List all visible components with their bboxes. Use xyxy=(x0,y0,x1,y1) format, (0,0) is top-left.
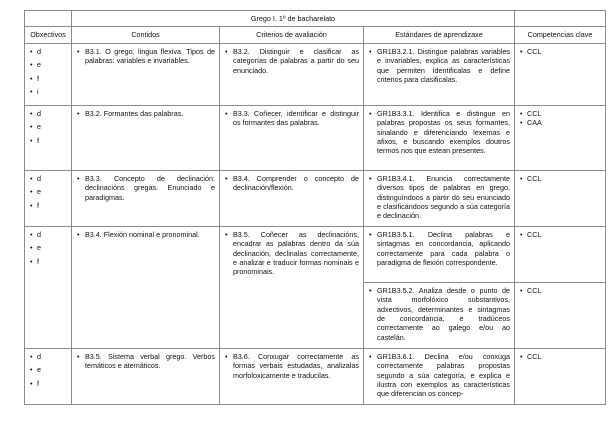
criterion-text: • B3.2. Distinguir e clasificar as categorías de palabras a partir do seu enunciado. xyxy=(224,47,359,75)
objective-item: • e xyxy=(29,187,67,196)
competence-item: • CCL xyxy=(519,109,601,118)
criterion-cell xyxy=(220,43,364,105)
competence-item: • CCL xyxy=(519,174,601,183)
objective-item: • d xyxy=(29,109,67,118)
standard-cell xyxy=(364,105,515,170)
standard-text: • GR1B3.3.1. Identifica e distingue en palabras propostas os seus formantes, sinalando e diferenciando lexemas e afixos, e buscando exemplos doutros termos nos que estean presentes. xyxy=(368,109,510,156)
criterion-text: • B3.5. Coñecer as declinacións, encadrar as palabras dentro da súa declinación, declinalas correctamente, e analizar e traducir formas nominais e pronominais. xyxy=(224,230,359,277)
objective-item: • f xyxy=(29,74,67,83)
standard-cell xyxy=(364,348,515,404)
header-criteria: Criterios de avaliación xyxy=(220,27,364,43)
title-row xyxy=(25,11,606,27)
empty-corner-cell xyxy=(25,11,72,27)
table-row xyxy=(25,170,606,226)
standard-cell xyxy=(364,226,515,282)
content-text: • B3.5. Sistema verbal grego. Verbos temáticos e atemáticos. xyxy=(76,352,215,371)
objective-item: • e xyxy=(29,60,67,69)
competence-item: • CAA xyxy=(519,118,601,127)
competence-item: • CCL xyxy=(519,47,601,56)
criterion-cell xyxy=(220,170,364,226)
header-competences: Competencias clave xyxy=(515,27,606,43)
competences-cell xyxy=(515,105,606,170)
criterion-cell xyxy=(220,226,364,348)
objectives-cell xyxy=(25,348,72,404)
criterion-cell xyxy=(220,105,364,170)
standard-text: • GR1B3.6.1. Declina e/ou conxuga correctamente palabras propostas segundo a súa categoría, e explica e ilustra con exemplos as características que diferencian os concep- xyxy=(368,352,510,399)
objective-item: • d xyxy=(29,174,67,183)
objective-item: • f xyxy=(29,201,67,210)
competences-cell xyxy=(515,282,606,348)
criterion-text: • B3.6. Conxugar correctamente as formas verbais estudadas, analizalas morfoloxicamente e traducilas. xyxy=(224,352,359,380)
competence-item: • CCL xyxy=(519,286,601,295)
objectives-cell xyxy=(25,170,72,226)
standard-cell xyxy=(364,282,515,348)
curriculum-table xyxy=(24,10,606,405)
content-text: • B3.4. Flexión nominal e pronominal. xyxy=(76,230,215,239)
competences-cell xyxy=(515,170,606,226)
objectives-cell xyxy=(25,105,72,170)
objectives-cell xyxy=(25,226,72,348)
table-row xyxy=(25,348,606,404)
standard-text: • GR1B3.2.1. Distingue palabras variables e invariables, explica as características que permiten identificalas e define criterios para clasificalas. xyxy=(368,47,510,85)
header-standards: Estándares de aprendizaxe xyxy=(364,27,515,43)
header-contents: Contidos xyxy=(72,27,220,43)
competences-cell xyxy=(515,43,606,105)
standard-text: • GR1B3.5.1. Declina palabras e sintagmas en concordancia, aplicando correctamente para cada palabra o paradigma de flexión correspondente. xyxy=(368,230,510,268)
content-cell xyxy=(72,43,220,105)
objective-item: • d xyxy=(29,352,67,361)
competence-item: • CCL xyxy=(519,230,601,239)
objective-item: • f xyxy=(29,257,67,266)
standard-cell xyxy=(364,170,515,226)
table-row xyxy=(25,226,606,282)
competences-cell xyxy=(515,348,606,404)
standard-text: • GR1B3.4.1. Enuncia correctamente diversos tipos de palabras en grego, distinguíndoos a partir do seu enunciado e clasificándoos segundo a súa categoría e declinación. xyxy=(368,174,510,221)
table-title: Grego I. 1º de bacharelato xyxy=(72,11,515,27)
content-cell xyxy=(72,105,220,170)
table-row xyxy=(25,43,606,105)
competences-cell xyxy=(515,226,606,282)
criterion-text: • B3.4. Comprender o concepto de declinación/flexión. xyxy=(224,174,359,193)
objective-item: • e xyxy=(29,243,67,252)
objective-item: • f xyxy=(29,136,67,145)
empty-corner-cell xyxy=(515,11,606,27)
objectives-cell xyxy=(25,43,72,105)
objective-item: • f xyxy=(29,379,67,388)
objective-item: • e xyxy=(29,365,67,374)
criterion-text: • B3.3. Coñecer, identificar e distinguir os formantes das palabras. xyxy=(224,109,359,128)
criterion-cell xyxy=(220,348,364,404)
objective-item: • e xyxy=(29,122,67,131)
content-text: • B3.3. Concepto de declinación: declinacións gregas. Enunciado e paradigmas. xyxy=(76,174,215,202)
content-text: • B3.2. Formantes das palabras. xyxy=(76,109,215,118)
header-objectives: Obxectivos xyxy=(25,27,72,43)
content-cell xyxy=(72,170,220,226)
content-cell xyxy=(72,348,220,404)
competence-item: • CCL xyxy=(519,352,601,361)
objective-item: • i xyxy=(29,87,67,96)
content-text: • B3.1. O grego, lingua flexiva. Tipos de palabras: variables e invariables. xyxy=(76,47,215,66)
content-cell xyxy=(72,226,220,348)
standard-cell xyxy=(364,43,515,105)
objective-item: • d xyxy=(29,47,67,56)
table-row xyxy=(25,105,606,170)
header-row xyxy=(25,27,606,43)
objective-item: • d xyxy=(29,230,67,239)
standard-text: • GR1B3.5.2. Analiza desde o punto de vista morfolóxico substantivos, adxectivos, determinantes e sintagmas de concordancia, e tradúceos correctamente ao galego e/ou ao castelán. xyxy=(368,286,510,342)
